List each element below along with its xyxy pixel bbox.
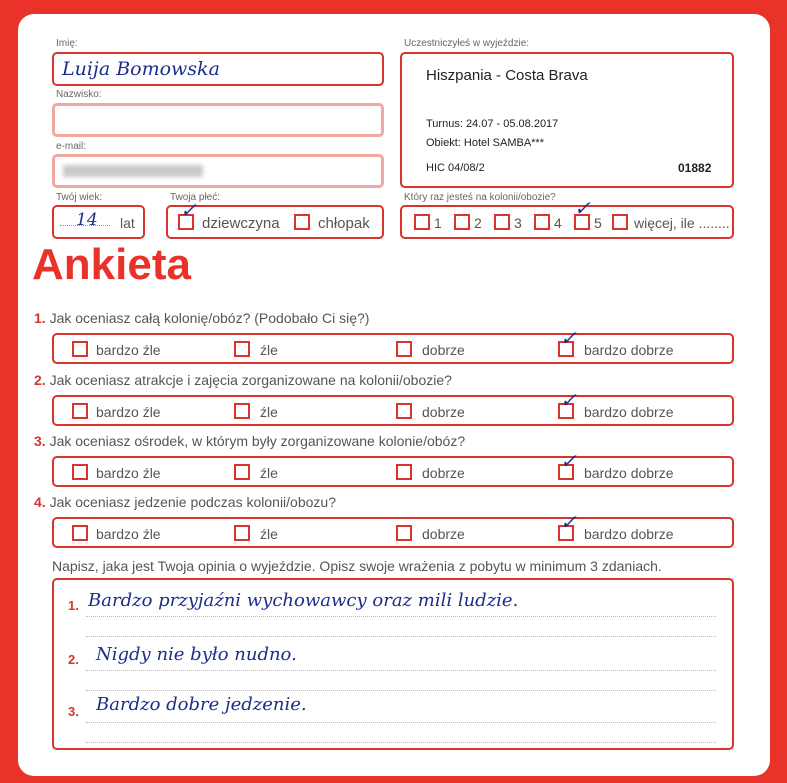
question-3 — [34, 433, 465, 449]
option-label: dobrze — [422, 526, 465, 542]
option-label: bardzo źle — [96, 465, 161, 481]
option-checkbox[interactable] — [72, 341, 88, 357]
checkmark-icon: ✓ — [560, 512, 577, 534]
answer-row-2 — [52, 390, 734, 426]
gender-female-label: dziewczyna — [202, 215, 280, 232]
first-name-label: Imię: — [56, 38, 78, 49]
age-field[interactable] — [52, 205, 145, 239]
option-checkbox[interactable] — [72, 525, 88, 541]
option-label: bardzo dobrze — [584, 342, 674, 358]
times-field — [400, 198, 734, 239]
email-field[interactable] — [52, 154, 384, 188]
email-redacted — [63, 165, 203, 177]
option-label: źle — [260, 465, 278, 481]
times-more-label: więcej, ile ........ — [634, 215, 730, 231]
trip-code: HIC 04/08/2 — [426, 162, 485, 174]
trip-number: 01882 — [678, 161, 712, 175]
answer-number: 1. — [68, 598, 79, 613]
answer-text: Nigdy nie było nudno. — [96, 644, 297, 665]
option-label: bardzo dobrze — [584, 526, 674, 542]
times-4-label: 4 — [554, 215, 562, 231]
email-label: e-mail: — [56, 141, 87, 152]
times-3-checkbox[interactable] — [494, 214, 510, 230]
times-5-label: 5 — [594, 215, 602, 231]
answer-row-1 — [52, 328, 734, 364]
question-number: 4. — [34, 494, 46, 510]
option-label: źle — [260, 342, 278, 358]
times-1-label: 1 — [434, 215, 442, 231]
age-value: 14 — [76, 210, 98, 230]
question-text: Jak oceniasz ośrodek, w którym były zorganizowane kolonie/obóz? — [49, 433, 466, 449]
gender-male-label: chłopak — [318, 215, 370, 232]
trip-turnus: Turnus: 24.07 - 05.08.2017 — [426, 118, 559, 130]
question-text: Jak oceniasz całą kolonię/obóz? (Podobało Ci się?) — [49, 310, 370, 326]
option-checkbox[interactable] — [72, 464, 88, 480]
option-checkbox[interactable] — [396, 464, 412, 480]
writing-line — [86, 690, 716, 691]
answer-number: 2. — [68, 652, 79, 667]
writing-line — [86, 636, 716, 637]
option-label: dobrze — [422, 342, 465, 358]
last-name-field[interactable] — [52, 103, 384, 137]
option-label: bardzo dobrze — [584, 404, 674, 420]
first-name-field[interactable] — [52, 52, 384, 86]
gender-field — [166, 200, 384, 239]
times-3-label: 3 — [514, 215, 522, 231]
checkmark-icon: ✓ — [560, 451, 577, 473]
option-checkbox[interactable] — [396, 525, 412, 541]
checkmark-icon: ✓ — [560, 328, 577, 350]
gender-label: Twoja płeć: — [170, 192, 221, 203]
times-2-label: 2 — [474, 215, 482, 231]
writing-line — [86, 616, 716, 617]
option-checkbox[interactable] — [234, 525, 250, 541]
option-checkbox[interactable] — [234, 403, 250, 419]
first-name-value: Luija Bomowska — [62, 58, 220, 80]
option-label: dobrze — [422, 404, 465, 420]
option-label: źle — [260, 404, 278, 420]
times-4-checkbox[interactable] — [534, 214, 550, 230]
trip-object: Obiekt: Hotel SAMBA*** — [426, 137, 544, 149]
answer-number: 3. — [68, 704, 79, 719]
trip-info-box — [400, 52, 734, 188]
checkmark-icon: ✓ — [560, 390, 577, 412]
question-1 — [34, 310, 369, 326]
times-label: Który raz jesteś na kolonii/obozie? — [404, 192, 556, 203]
times-more-checkbox[interactable] — [612, 214, 628, 230]
opinion-prompt: Napisz, jaka jest Twoja opinia o wyjeździe. Opisz swoje wrażenia z pobytu w minimum 3 zdaniach. — [52, 558, 662, 574]
option-label: dobrze — [422, 465, 465, 481]
times-2-checkbox[interactable] — [454, 214, 470, 230]
age-label: Twój wiek: — [56, 192, 103, 203]
option-label: bardzo dobrze — [584, 465, 674, 481]
answer-text: Bardzo dobre jedzenie. — [96, 694, 307, 715]
checkmark-icon: ✓ — [574, 198, 591, 220]
answer-text: Bardzo przyjaźni wychowawcy oraz mili ludzie. — [88, 590, 519, 611]
question-text: Jak oceniasz jedzenie podczas kolonii/obozu? — [49, 494, 336, 510]
option-label: bardzo źle — [96, 342, 161, 358]
option-label: bardzo źle — [96, 526, 161, 542]
last-name-label: Nazwisko: — [56, 89, 102, 100]
writing-line — [86, 742, 716, 743]
trip-label: Uczestniczyłeś w wyjeździe: — [404, 38, 530, 49]
answer-row-3 — [52, 451, 734, 487]
question-4 — [34, 494, 336, 510]
option-checkbox[interactable] — [234, 341, 250, 357]
trip-destination: Hiszpania - Costa Brava — [426, 67, 588, 84]
option-checkbox[interactable] — [396, 341, 412, 357]
question-text: Jak oceniasz atrakcje i zajęcia zorganizowane na kolonii/obozie? — [49, 372, 452, 388]
option-label: bardzo źle — [96, 404, 161, 420]
times-1-checkbox[interactable] — [414, 214, 430, 230]
age-unit: lat — [120, 215, 135, 231]
option-checkbox[interactable] — [234, 464, 250, 480]
checkmark-icon: ✓ — [180, 200, 197, 222]
opinion-box[interactable] — [52, 578, 734, 750]
answer-row-4 — [52, 512, 734, 548]
writing-line — [86, 670, 716, 671]
option-checkbox[interactable] — [72, 403, 88, 419]
option-checkbox[interactable] — [396, 403, 412, 419]
question-number: 3. — [34, 433, 46, 449]
question-number: 1. — [34, 310, 46, 326]
writing-line — [86, 722, 716, 723]
question-number: 2. — [34, 372, 46, 388]
survey-title: Ankieta — [32, 240, 191, 289]
option-label: źle — [260, 526, 278, 542]
question-2 — [34, 372, 452, 388]
gender-male-checkbox[interactable] — [294, 214, 310, 230]
